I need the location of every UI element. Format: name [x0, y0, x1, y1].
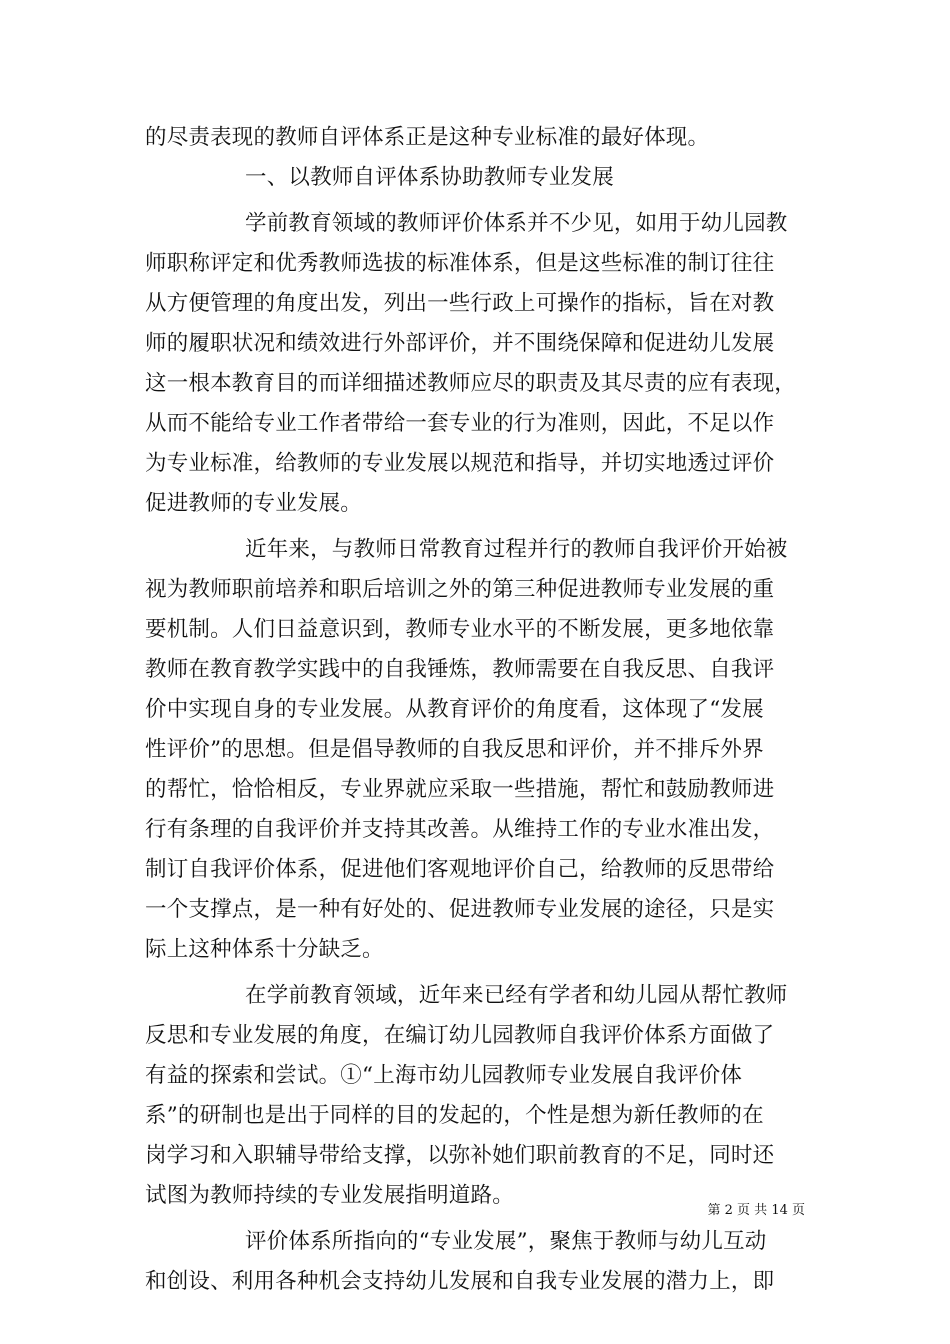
- paragraph-1: [145, 204, 805, 524]
- text-line: 在学前教育领域，近年来已经有学者和幼儿园从帮忙教师: [245, 983, 788, 1008]
- page-number-footer: 第 2 页 共 14 页: [707, 1203, 805, 1218]
- text-line: 行有条理的自我评价并支持其改善。从维持工作的专业水准出发，: [145, 817, 775, 842]
- text-line: 的尽责表现的教师自评体系正是这种专业标准的最好体现。: [145, 125, 710, 150]
- section-heading: 一、以教师自评体系协助教师专业发展: [245, 165, 614, 190]
- text-line: 师的履职状况和绩效进行外部评价，并不围绕保障和促进幼儿发展: [145, 331, 775, 356]
- text-line: 从方便管理的角度出发，列出一些行政上可操作的指标，旨在对教: [145, 291, 775, 316]
- text-line: 的帮忙，恰恰相反，专业界就应采取一些措施，帮忙和鼓励教师进: [145, 777, 775, 802]
- text-line: 这一根本教育目的而详细描述教师应尽的职责及其尽责的应有表现，: [145, 371, 797, 396]
- text-line: 际上这种体系十分缺乏。: [145, 937, 384, 962]
- text-line: 性评价”的思想。但是倡导教师的自我反思和评价，并不排斥外界: [145, 737, 764, 762]
- text-line: 为专业标准，给教师的专业发展以规范和指导，并切实地透过评价: [145, 451, 775, 476]
- text-line: 从而不能给专业工作者带给一套专业的行为准则，因此，不足以作: [145, 411, 775, 436]
- text-line: 反思和专业发展的角度，在编订幼儿园教师自我评价体系方面做了: [145, 1023, 775, 1048]
- text-line: 价中实现自身的专业发展。从教育评价的角度看，这体现了“发展: [145, 697, 764, 722]
- text-line: 教师在教育教学实践中的自我锤炼，教师需要在自我反思、自我评: [145, 657, 775, 682]
- paragraph-intro-tail: [145, 118, 805, 158]
- text-line: 和创设、利用各种机会支持幼儿发展和自我专业发展的潜力上，即: [145, 1269, 775, 1294]
- text-line: 系”的研制也是出于同样的目的发起的，个性是想为新任教师的在: [145, 1103, 764, 1128]
- text-line: 一个支撑点，是一种有好处的、促进教师专业发展的途径，只是实: [145, 897, 775, 922]
- paragraph-2: [145, 530, 805, 970]
- paragraph-4: [145, 1222, 805, 1302]
- text-line: 试图为教师持续的专业发展指明道路。: [145, 1183, 514, 1208]
- text-line: 有益的探索和尝试。①“上海市幼儿园教师专业发展自我评价体: [145, 1063, 743, 1088]
- text-line: 制订自我评价体系，促进他们客观地评价自己，给教师的反思带给: [145, 857, 775, 882]
- text-line: 促进教师的专业发展。: [145, 491, 363, 516]
- text-line: 要机制。人们日益意识到，教师专业水平的不断发展，更多地依靠: [145, 617, 775, 642]
- text-line: 岗学习和入职辅导带给支撑，以弥补她们职前教育的不足，同时还: [145, 1143, 775, 1168]
- text-line: 近年来，与教师日常教育过程并行的教师自我评价开始被: [245, 537, 788, 562]
- text-line: 学前教育领域的教师评价体系并不少见，如用于幼儿园教: [245, 211, 788, 236]
- text-line: 师职称评定和优秀教师选拔的标准体系，但是这些标准的制订往往: [145, 251, 775, 276]
- text-line: 视为教师职前培养和职后培训之外的第三种促进教师专业发展的重: [145, 577, 775, 602]
- text-line: 评价体系所指向的“专业发展”，聚焦于教师与幼儿互动: [245, 1229, 767, 1254]
- paragraph-3: [145, 976, 805, 1216]
- document-body: [145, 118, 805, 1302]
